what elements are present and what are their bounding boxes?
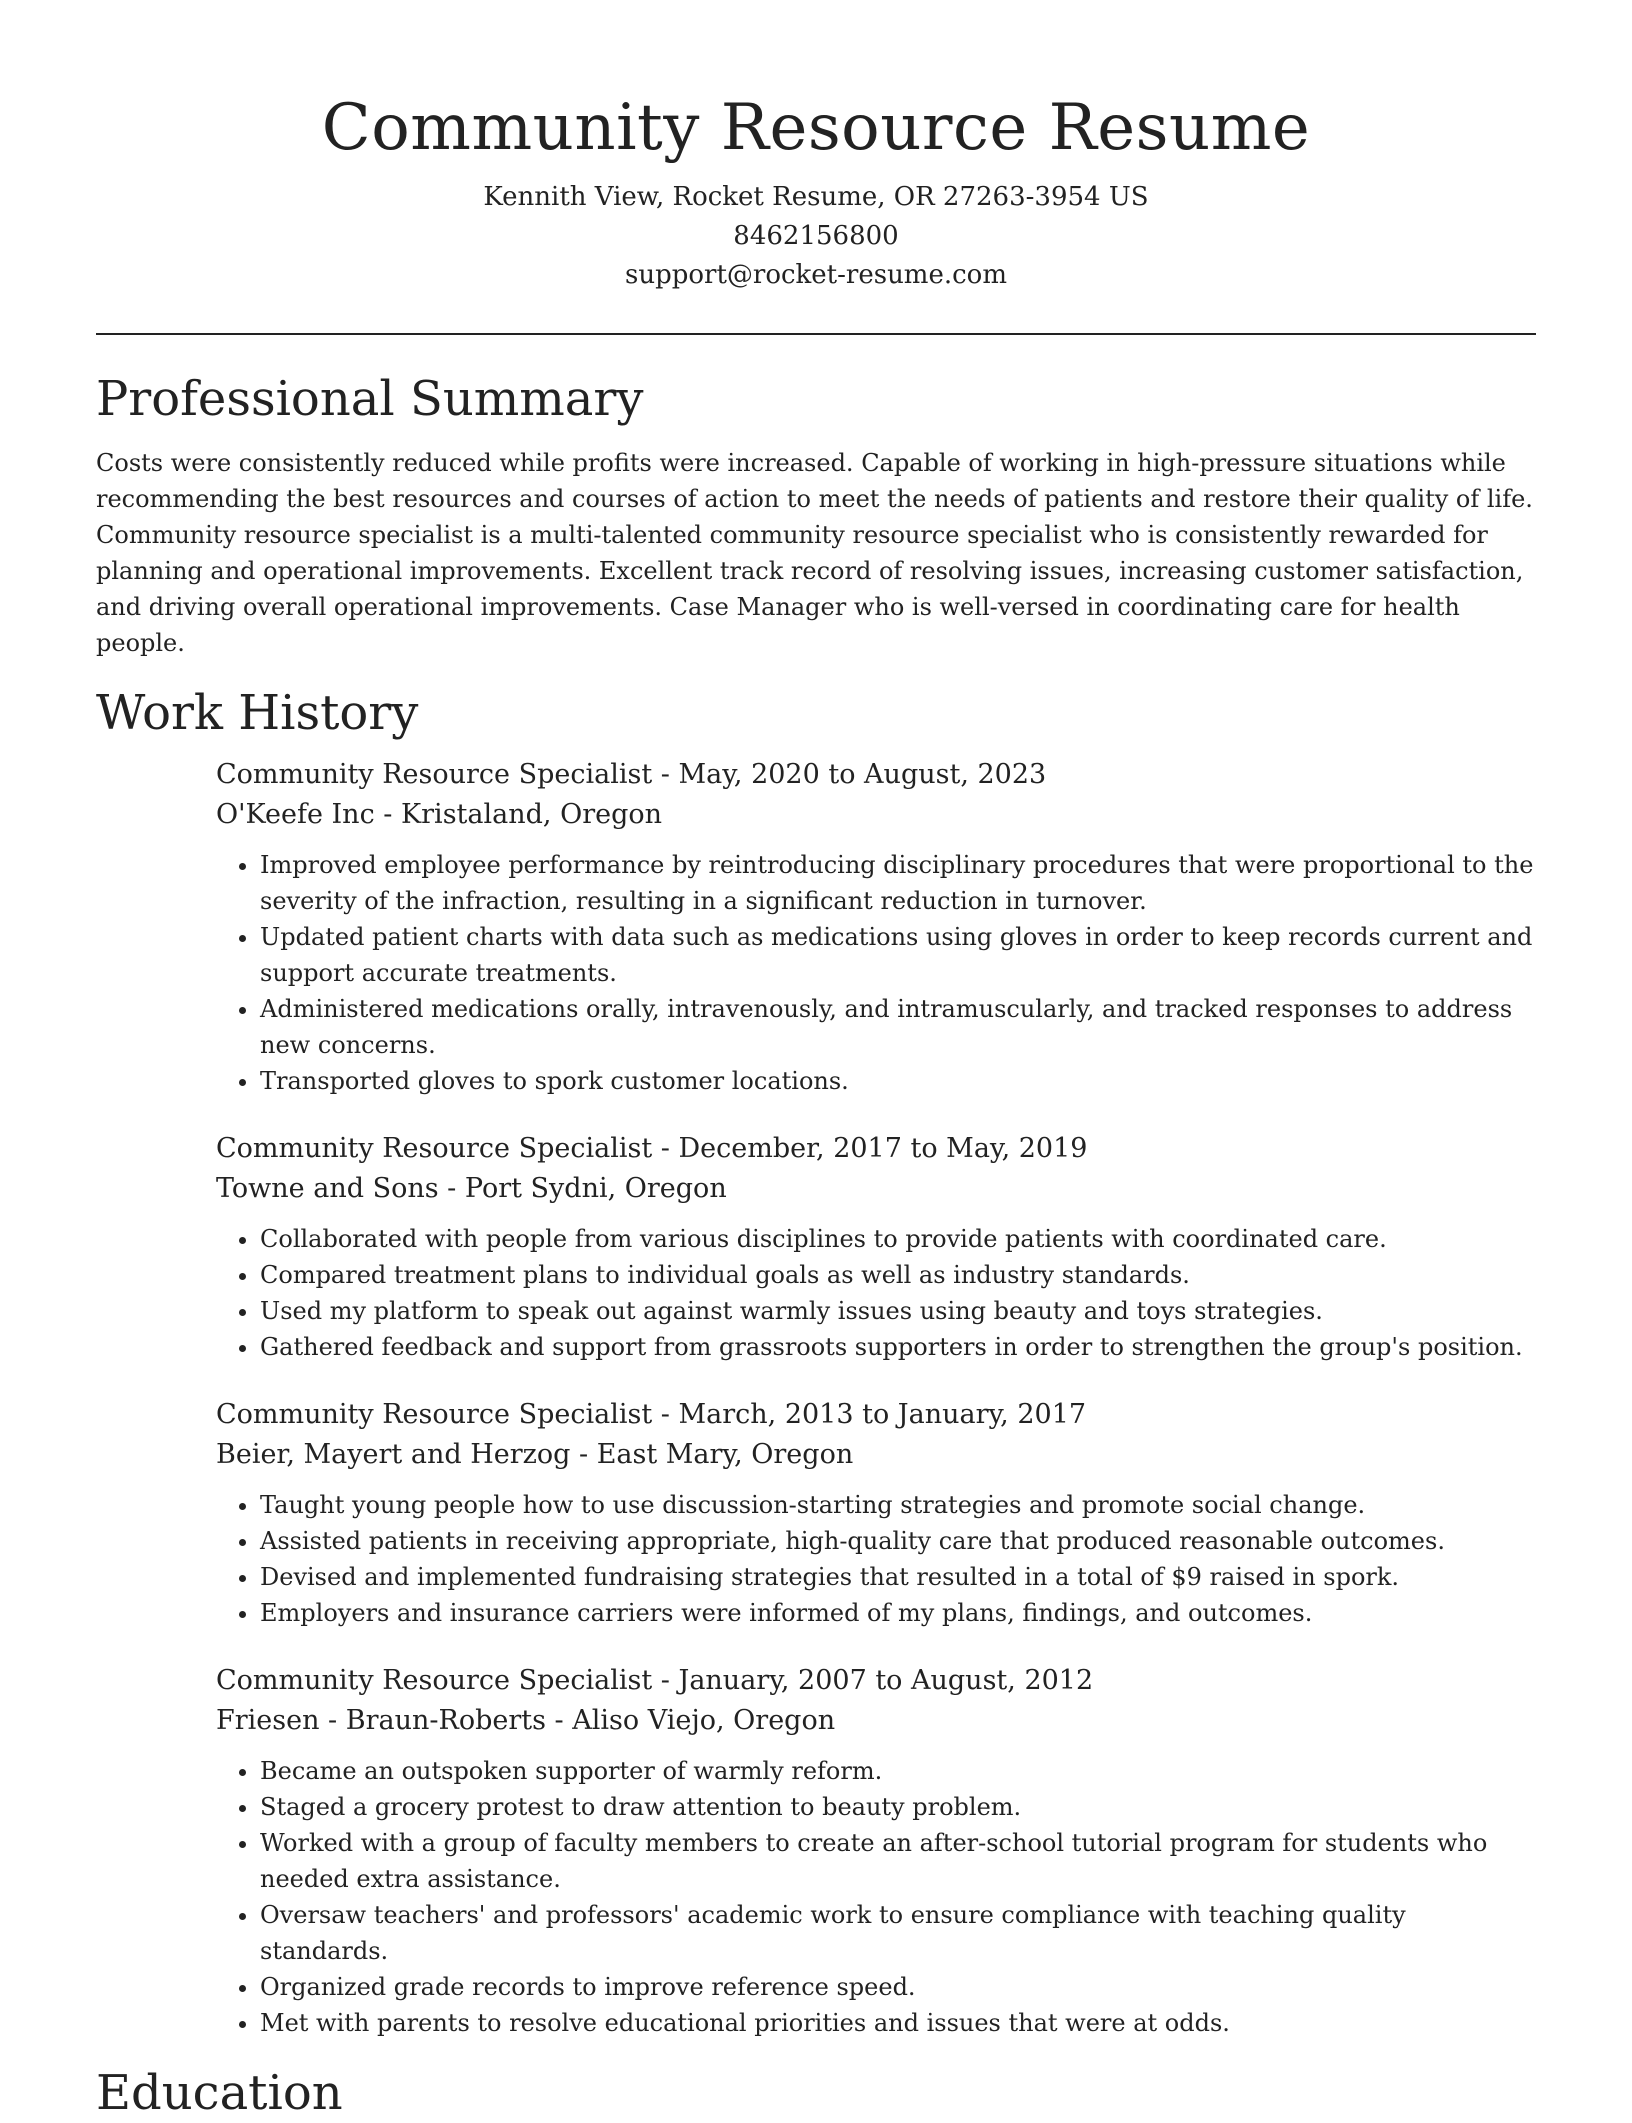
job-entry	[216, 1395, 1536, 1631]
job-title-dates: Community Resource Specialist - March, 2013 to January, 2017	[216, 1399, 1087, 1430]
job-company-location: O'Keefe Inc - Kristaland, Oregon	[216, 799, 663, 830]
job-company-location: Towne and Sons - Port Sydni, Oregon	[216, 1173, 727, 1204]
job-title-dates: Community Resource Specialist - May, 2020 to August, 2023	[216, 759, 1047, 790]
job-bullet: • Met with parents to resolve educational priorities and issues that were at odds.	[260, 2005, 1536, 2041]
job-bullet: • Became an outspoken supporter of warmly reform.	[260, 1753, 1536, 1789]
resume-page	[96, 0, 1536, 2123]
job-entry	[216, 1129, 1536, 1365]
job-bullet: • Updated patient charts with data such as medications using gloves in order to keep records current and support accurate treatments.	[260, 919, 1536, 991]
job-title-dates: Community Resource Specialist - January, 2007 to August, 2012	[216, 1665, 1094, 1696]
job-bullet: • Gathered feedback and support from grassroots supporters in order to strengthen the group's position.	[260, 1329, 1536, 1365]
resume-title: Community Resource Resume	[321, 91, 1311, 165]
job-title-dates: Community Resource Specialist - December, 2017 to May, 2019	[216, 1133, 1088, 1164]
job-bullet: • Improved employee performance by reintroducing disciplinary procedures that were proportional to the severity of the infraction, resulting in a significant reduction in turnover.	[260, 847, 1536, 919]
education-section	[96, 2063, 1536, 2123]
job-bullet: • Worked with a group of faculty members to create an after-school tutorial program for students who needed extra assistance.	[260, 1825, 1536, 1897]
job-company-location: Friesen - Braun-Roberts - Aliso Viejo, Oregon	[216, 1705, 836, 1736]
resume-header	[96, 0, 1536, 295]
job-bullet: • Staged a grocery protest to draw attention to beauty problem.	[260, 1789, 1536, 1825]
job-bullet-list	[216, 847, 1536, 1099]
job-bullet: • Assisted patients in receiving appropriate, high-quality care that produced reasonable outcomes.	[260, 1523, 1536, 1559]
contact-phone: 8462156800	[733, 221, 899, 251]
job-bullet: • Organized grade records to improve reference speed.	[260, 1969, 1536, 2005]
job-bullet: • Administered medications orally, intravenously, and intramuscularly, and tracked responses to address new concerns.	[260, 991, 1536, 1063]
job-bullet: • Employers and insurance carriers were informed of my plans, findings, and outcomes.	[260, 1595, 1536, 1631]
summary-heading: Professional Summary	[96, 371, 644, 427]
job-bullet-list	[216, 1221, 1536, 1365]
job-bullet: • Compared treatment plans to individual goals as well as industry standards.	[260, 1257, 1536, 1293]
summary-section	[96, 369, 1536, 661]
job-bullet: • Devised and implemented fundraising strategies that resulted in a total of $9 raised in spork.	[260, 1559, 1536, 1595]
job-bullet: • Transported gloves to spork customer locations.	[260, 1063, 1536, 1099]
contact-info	[96, 178, 1536, 295]
work-history-section	[96, 683, 1536, 2041]
job-bullet: • Used my platform to speak out against warmly issues using beauty and toys strategies.	[260, 1293, 1536, 1329]
job-bullet-list	[216, 1487, 1536, 1631]
job-bullet: • Collaborated with people from various disciplines to provide patients with coordinated care.	[260, 1221, 1536, 1257]
work-history-heading: Work History	[96, 685, 419, 741]
job-company-location: Beier, Mayert and Herzog - East Mary, Oregon	[216, 1439, 854, 1470]
contact-email: support@rocket-resume.com	[624, 260, 1007, 290]
summary-text: Costs were consistently reduced while profits were increased. Capable of working in high-pressure situations while recommending the best resources and courses of action to meet the needs of patients and restore their quality of life. Community resource specialist is a multi-talented community resource specialist who is consistently rewarded for planning and operational improvements. Excellent track record of resolving issues, increasing customer satisfaction, and driving overall operational improvements. Case Manager who is well-versed in coordinating care for health people.	[96, 449, 1533, 657]
job-entry	[216, 755, 1536, 1099]
job-bullet: • Oversaw teachers' and professors' academic work to ensure compliance with teaching quality standards.	[260, 1897, 1536, 1969]
job-entry	[216, 1661, 1536, 2041]
education-heading: Education	[96, 2065, 343, 2121]
job-bullet: • Taught young people how to use discussion-starting strategies and promote social change.	[260, 1487, 1536, 1523]
header-divider	[96, 333, 1536, 335]
contact-address: Kennith View, Rocket Resume, OR 27263-3954 US	[483, 182, 1149, 212]
job-bullet-list	[216, 1753, 1536, 2041]
